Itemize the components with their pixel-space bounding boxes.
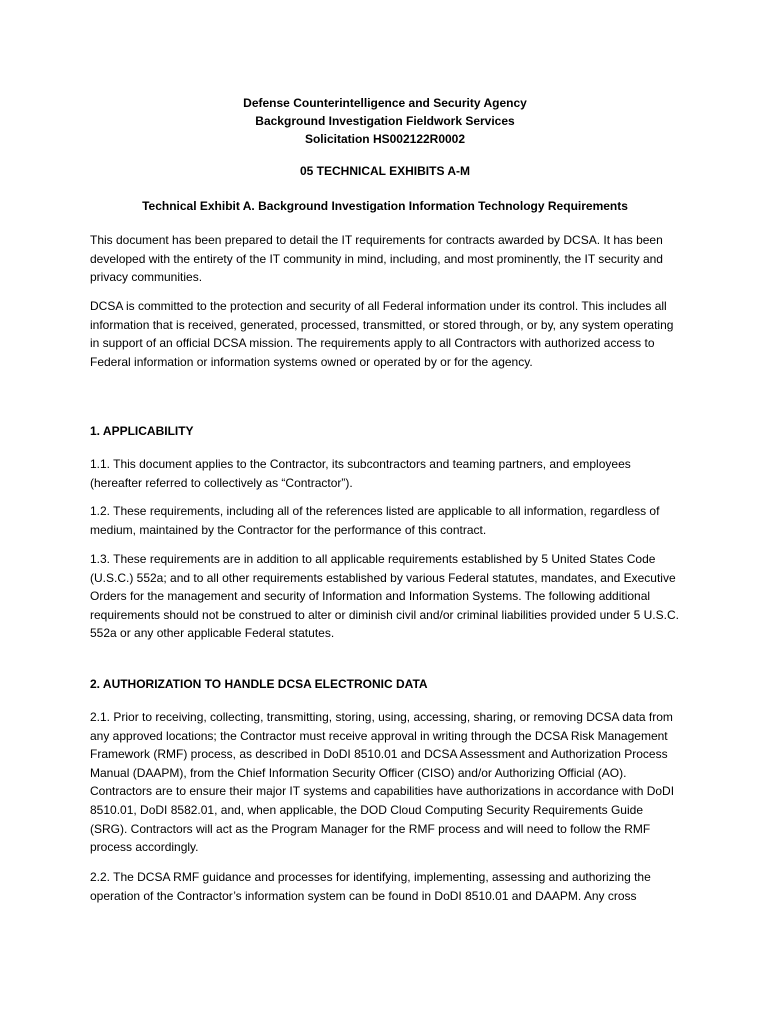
intro-paragraph-2: DCSA is committed to the protection and security of all Federal information under its control. This includes all information that is received, generated, processed, transmitted, or stored through, or by, any system operating in support of an official DCSA mission. The requirements apply to all Contractors with authorized access to Federal information or information systems owned or operated by or for the agency.: [90, 299, 674, 369]
section-1-3-paragraph: 1.3. These requirements are in addition to all applicable requirements established by 5 United States Code (U.S.C.) 552a; and to all other requirements established by various Federal statutes, mandates, and Executive Orders for the management and security of Information and Information Systems. The following additional requirements should not be construed to alter or diminish civil and/or criminal liabilities provided under 5 U.S.C. 552a or any other applicable Federal statutes.: [90, 552, 679, 641]
program-name: Background Investigation Fieldwork Services: [255, 114, 515, 128]
solicitation-number: Solicitation HS002122R0002: [304, 132, 466, 146]
intro-paragraph-1: This document has been prepared to detail the IT requirements for contracts awarded by DCSA. It has been developed with the entirety of the IT community in mind, including, and most prominently, the IT security and privacy communities.: [90, 233, 663, 285]
exhibits-title: 05 TECHNICAL EXHIBITS A-M: [299, 164, 470, 178]
section-1-1-paragraph: 1.1. This document applies to the Contractor, its subcontractors and teaming partners, and employees (hereafter referred to collectively as “Contractor”).: [90, 457, 631, 490]
section-1-heading: 1. APPLICABILITY: [90, 424, 194, 438]
document-header: [0, 94, 770, 148]
section-2-1-paragraph: 2.1. Prior to receiving, collecting, transmitting, storing, using, accessing, sharing, or removing DCSA data from any approved locations; the Contractor must receive approval in writing through the DCSA Risk Management Framework (RMF) process, as described in DoDI 8510.01 and DCSA Assessment and Authorization Process Manual (DAAPM), from the Chief Information Security Officer (CISO) and/or Authorizing Official (AO). Contractors are to ensure their major IT systems and capabilities have authorizations in accordance with DoDI 8510.01, DoDI 8582.01, and, when applicable, the DOD Cloud Computing Security Requirements Guide (SRG). Contractors will act as the Program Manager for the RMF process and will need to follow the RMF process accordingly.: [90, 710, 675, 855]
exhibit-a-title: Technical Exhibit A. Background Investigation Information Technology Requirements: [142, 199, 628, 213]
section-2-heading: 2. AUTHORIZATION TO HANDLE DCSA ELECTRONIC DATA: [90, 677, 428, 691]
section-2-2-paragraph: 2.2. The DCSA RMF guidance and processes for identifying, implementing, assessing and authorizing the operation of the Contractor’s information system can be found in DoDI 8510.01 and DAAPM. Any cross: [90, 870, 651, 903]
section-1-2-paragraph: 1.2. These requirements, including all of the references listed are applicable to all information, regardless of medium, maintained by the Contractor for the performance of this contract.: [90, 504, 660, 537]
agency-name: Defense Counterintelligence and Security Agency: [243, 96, 527, 110]
